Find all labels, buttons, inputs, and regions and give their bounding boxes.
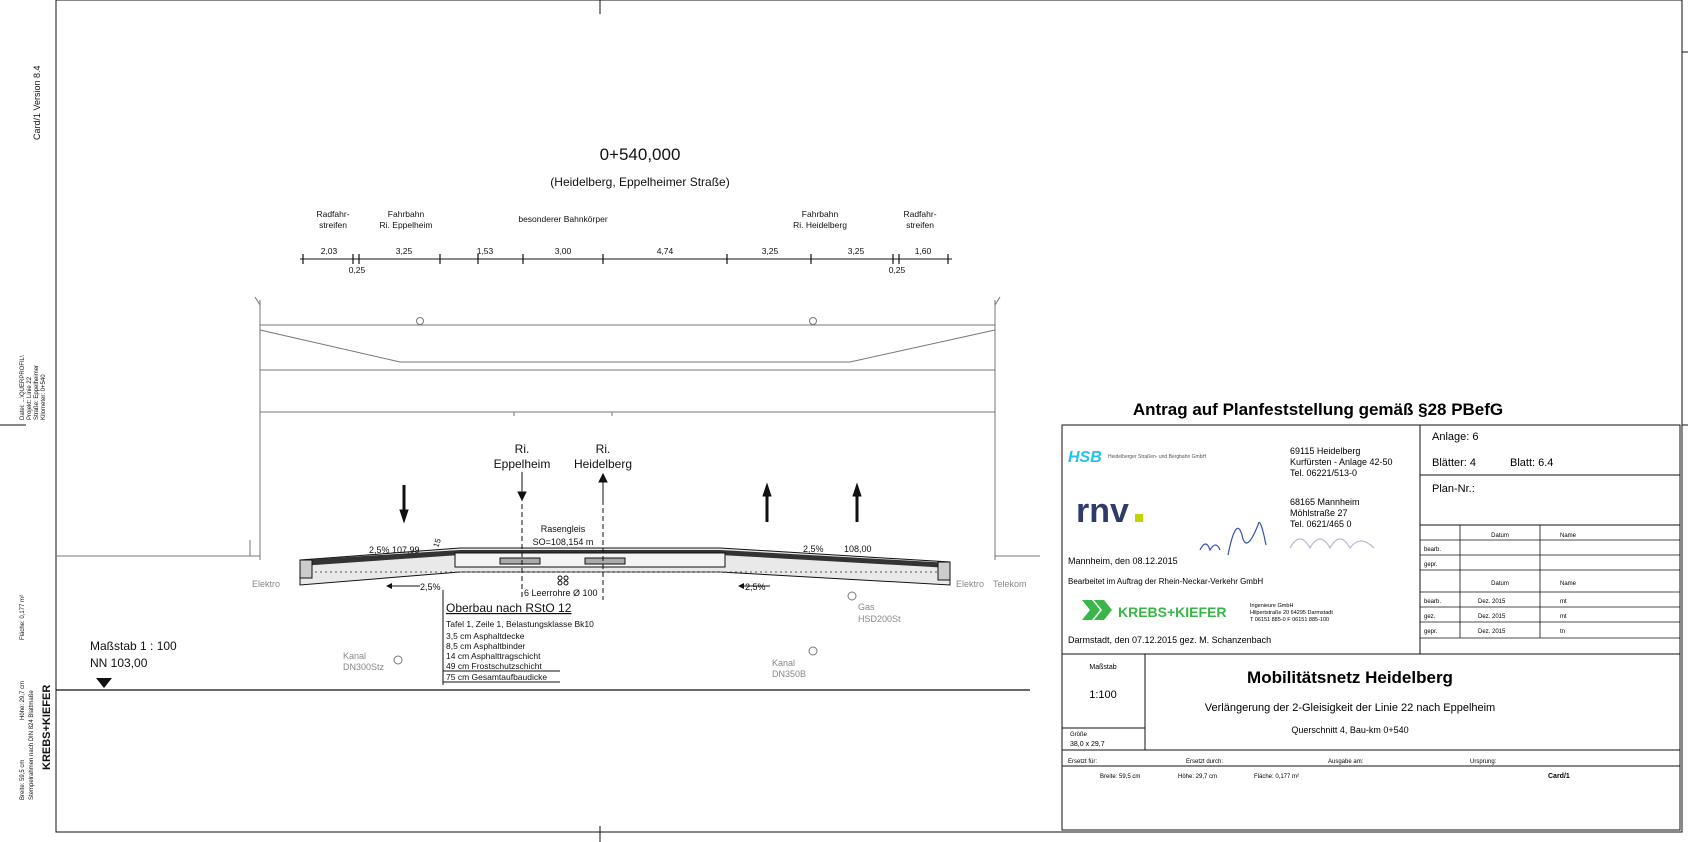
side-margin (20, 65, 53, 800)
grid2-row2-label: gez. (1424, 614, 1436, 620)
project-description: Verlängerung der 2-Gleisigkeit der Linie 22 nach Eppelheim (1204, 702, 1496, 714)
footer-ausgabe: Ausgabe am: (1328, 759, 1364, 765)
lane-labels (316, 209, 936, 230)
footer-ersetzt-fuer: Ersetzt für: (1068, 759, 1098, 765)
rnv-logo-mark (1135, 514, 1143, 522)
dim-small-right: 0,25 (888, 265, 906, 275)
bearbeitet-line: Bearbeitet im Auftrag der Rhein-Neckar-Verkehr GmbH (1068, 577, 1264, 586)
lane-label-1b: streifen (319, 220, 347, 230)
grid2-row3-label: gepr. (1424, 629, 1438, 635)
lane-label-2b: Ri. Eppelheim (379, 220, 433, 230)
station-title: 0+540,000 (599, 145, 681, 164)
direction-heidelberg-2: Heidelberg (573, 457, 633, 471)
dim-8: 1,60 (914, 246, 932, 256)
dimension-values (321, 246, 932, 275)
utility-kanal-left-size: DN300Stz (343, 662, 385, 672)
lane-label-4b: Ri. Heidelberg (793, 220, 847, 230)
grid2-row2-name: mt (1560, 614, 1567, 620)
footer-ursprung: Ursprung: (1470, 759, 1497, 765)
file-meta-2: Projekt: Linie 22 (27, 376, 33, 420)
grid2-row1-date: Dez. 2015 (1478, 599, 1506, 605)
rnv-address-2: Möhlstraße 27 (1290, 508, 1348, 518)
hsb-subtitle: Heidelberger Straßen- und Bergbahn GmbH (1108, 454, 1207, 460)
direction-heidelberg-1: Ri. (595, 442, 611, 456)
level-left: 107,99 (392, 545, 420, 555)
grid1-row-1: bearb. (1424, 547, 1442, 553)
groesse-label: Größe (1070, 732, 1088, 738)
utility-gas: Gas (858, 602, 875, 612)
sheet-height: Höhe: 29,7 cm (1178, 774, 1218, 780)
kk-address-3: T 06151 885-0 F 06151 885-100 (1250, 617, 1330, 623)
grid2-date-head: Datum (1491, 581, 1509, 587)
conduits-label: 6 Leerrohre Ø 100 (524, 588, 598, 598)
lane-label-4a: Fahrbahn (801, 209, 839, 219)
margin-area: Fläche: 0,177 m² (20, 594, 26, 640)
massstab-value: 1:100 (1089, 689, 1117, 701)
slope-right-bottom: 2,5% (745, 582, 766, 592)
utility-kanal-right: Kanal (772, 658, 796, 668)
dim-15: 15 (431, 537, 443, 549)
massstab-label: Maßstab (1089, 664, 1117, 671)
grid1-name-head: Name (1560, 533, 1577, 539)
hsb-logo: HSB (1068, 449, 1102, 466)
blatt-label: Blatt: 6.4 (1510, 457, 1554, 469)
utility-kanal-right-size: DN350B (772, 669, 807, 679)
dim-7: 3,25 (847, 246, 865, 256)
rnv-address-3: Tel. 0621/465 0 (1290, 519, 1352, 529)
pavement-subtitle: Tafel 1, Zeile 1, Belastungsklasse Bk10 (446, 619, 594, 629)
file-meta-1: Datei: ...\QUERPROFIL\ (20, 355, 26, 420)
grid2-name-head: Name (1560, 581, 1577, 587)
slope-right-top: 2,5% (803, 544, 824, 554)
reference-triangle (96, 678, 112, 688)
pavement-title: Oberbau nach RStO 12 (446, 601, 572, 615)
location-subtitle: (Heidelberg, Eppelheimer Straße) (550, 175, 730, 189)
direction-arrows (400, 472, 861, 522)
grid2-row3-date: Dez. 2015 (1478, 629, 1506, 635)
rnv-address-1: 68165 Mannheim (1290, 497, 1360, 507)
project-title: Mobilitätsnetz Heidelberg (1247, 668, 1453, 687)
kk-logo-mark (1082, 600, 1112, 620)
lane-label-2a: Fahrbahn (387, 209, 425, 219)
section-annotations (252, 524, 1027, 679)
sheet-width: Breite: 59,5 cm (1100, 774, 1141, 780)
margin-width: Breite: 59,5 cm (20, 759, 26, 800)
hsb-address-2: Kurfürsten - Anlage 42-50 (1290, 457, 1393, 467)
grid2-row2-date: Dez. 2015 (1478, 614, 1506, 620)
file-meta-4: Kilometer: 0+540 (41, 374, 47, 420)
kk-logo: KREBS+KIEFER (1118, 604, 1227, 620)
margin-stamp: Stempelrahmen nach DIN 824 Blattmaße (29, 690, 35, 800)
level-right: 108,00 (844, 544, 872, 554)
direction-eppelheim-2: Eppelheim (493, 457, 551, 471)
lane-label-1a: Radfahr- (316, 209, 350, 219)
grid2-row1-label: bearb. (1424, 599, 1442, 605)
pavement-layer-2: 8,5 cm Asphaltbinder (446, 641, 526, 651)
grid2-row1-name: mt (1560, 599, 1567, 605)
dim-1: 2,03 (320, 246, 338, 256)
anlage-label: Anlage: 6 (1432, 431, 1479, 443)
footer-ersetzt-durch: Ersetzt durch: (1186, 759, 1224, 765)
grid1-date-head: Datum (1491, 533, 1509, 539)
grid2-row3-name: tn (1560, 629, 1566, 635)
dim-small-left: 0,25 (348, 265, 366, 275)
so-level: SO=108,154 m (532, 537, 594, 547)
utility-elektro-left: Elektro (252, 579, 281, 589)
mannheim-date: Mannheim, den 08.12.2015 (1068, 556, 1178, 566)
software-mark: Card/1 (1548, 773, 1570, 780)
utility-gas-size: HSD200St (858, 614, 901, 624)
nn-label: NN 103,00 (90, 656, 148, 670)
kk-address-2: Hilpertstraße 20 64295 Darmstadt (1250, 610, 1333, 616)
scale-label: Maßstab 1 : 100 (90, 639, 177, 653)
lane-label-5a: Radfahr- (903, 209, 937, 219)
darmstadt-line: Darmstadt, den 07.12.2015 gez. M. Schanzenbach (1068, 635, 1272, 645)
sheet-area: Fläche: 0,177 m² (1254, 774, 1300, 780)
dim-3: 1,53 (476, 246, 494, 256)
dim-6: 3,25 (761, 246, 779, 256)
utility-elektro-right: Elektro (956, 579, 985, 589)
grid1-row-2: gepr. (1424, 562, 1438, 568)
plan-heading: Antrag auf Planfeststellung gemäß §28 PBefG (1132, 400, 1504, 419)
margin-height: Höhe: 29,7 cm (20, 680, 26, 720)
slope-left-top: 2,5% (369, 545, 390, 555)
pavement-layer-3: 14 cm Asphalttragschicht (446, 651, 541, 661)
street-space (56, 297, 1040, 560)
direction-eppelheim-1: Ri. (514, 442, 530, 456)
utility-kanal-left: Kanal (343, 651, 367, 661)
dim-5: 4,74 (656, 246, 674, 256)
slope-left-bottom: 2,5% (420, 582, 441, 592)
dim-2: 3,25 (395, 246, 413, 256)
margin-kk-logo: KREBS+KIEFER (41, 684, 53, 770)
rasengleis-label: Rasengleis (540, 524, 586, 534)
blaetter-label: Blätter: 4 (1432, 457, 1477, 469)
groesse-value: 38,0 x 29,7 (1070, 741, 1105, 748)
hsb-address-1: 69115 Heidelberg (1290, 446, 1361, 456)
bottom-strip (1100, 773, 1570, 780)
lane-label-5b: streifen (906, 220, 934, 230)
pavement-total: 75 cm Gesamtaufbaudicke (446, 672, 548, 682)
software-version: Card/1 Version 8.4 (32, 65, 42, 140)
pavement-layer-1: 3,5 cm Asphaltdecke (446, 631, 525, 641)
pavement-legend (443, 601, 594, 682)
file-meta-3: Straße: Eppelheimer (34, 364, 40, 420)
utility-telekom: Telekom (993, 579, 1027, 589)
title-block (1062, 400, 1680, 830)
kk-address-1: Ingenieure GmbH (1250, 603, 1294, 609)
pavement-layer-4: 49 cm Frostschutzschicht (446, 661, 542, 671)
section-label: Querschnitt 4, Bau-km 0+540 (1291, 725, 1409, 735)
cross-section (300, 472, 950, 685)
plan-nr-label: Plan-Nr.: (1432, 483, 1475, 495)
hsb-address-3: Tel. 06221/513-0 (1290, 468, 1358, 478)
dim-4: 3,00 (554, 246, 572, 256)
rnv-logo: rnv (1076, 492, 1129, 530)
lane-label-3: besonderer Bahnkörper (518, 214, 608, 224)
